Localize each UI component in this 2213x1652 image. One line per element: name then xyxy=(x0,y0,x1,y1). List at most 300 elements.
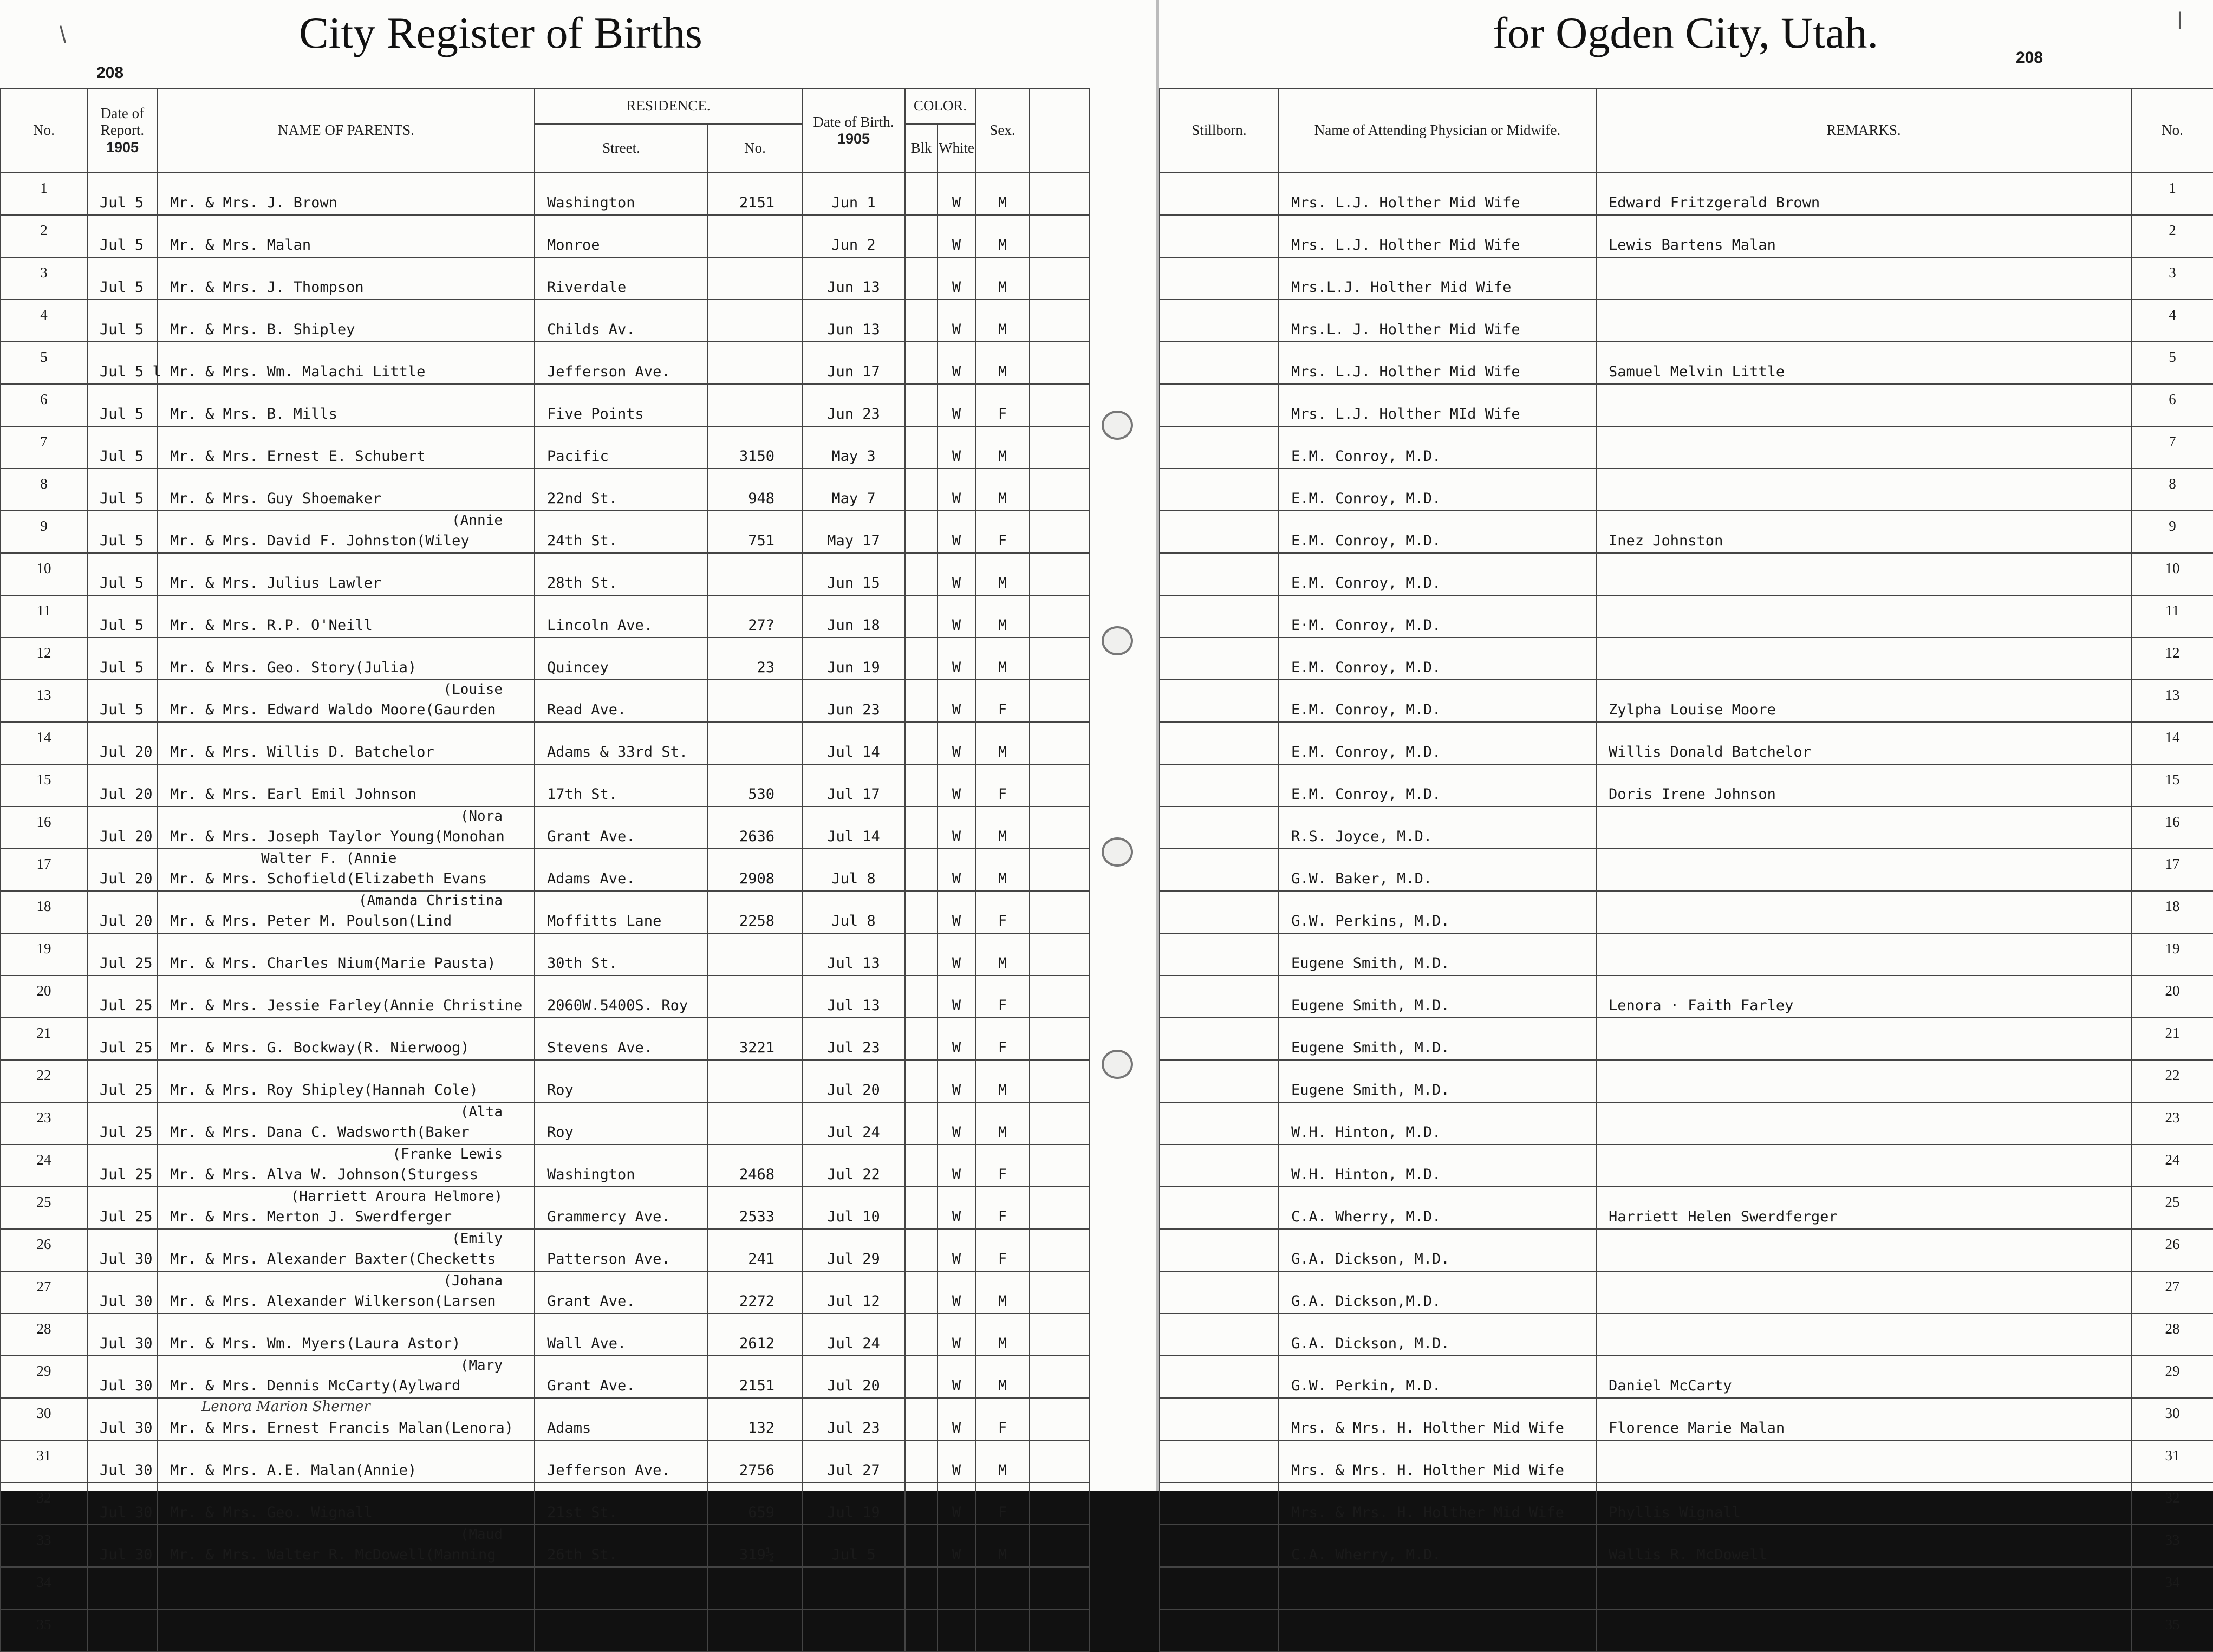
cell-no-text: 21 xyxy=(36,1025,51,1041)
cell-street-text: Read Ave. xyxy=(547,701,627,718)
cell-date-report-text: Jul 20 xyxy=(100,828,153,845)
binder-hole xyxy=(1102,837,1133,867)
table-row xyxy=(1160,426,2213,469)
table-row xyxy=(1,1398,1089,1440)
cell-physician xyxy=(1279,511,1596,553)
cell-date-report-text: Jul 30 xyxy=(100,1335,153,1352)
cell-no-text: 6 xyxy=(2169,391,2176,407)
cell-date-report xyxy=(87,933,158,975)
table-row xyxy=(1160,1102,2213,1144)
cell-no-text: 14 xyxy=(2165,729,2180,745)
cell-street xyxy=(535,638,708,680)
cell-date-birth xyxy=(802,426,905,469)
table-row xyxy=(1,257,1089,300)
cell-date-birth xyxy=(802,384,905,426)
cell-no-text: 9 xyxy=(2169,518,2176,534)
cell-remarks xyxy=(1596,849,2131,891)
table-row xyxy=(1,1229,1089,1271)
cell-street-text: Grant Ave. xyxy=(547,1293,635,1310)
cell-physician xyxy=(1279,1144,1596,1187)
cell-blank xyxy=(1030,933,1089,975)
cell-date-report xyxy=(87,680,158,722)
cell-no xyxy=(2131,1271,2213,1313)
parent-note: (Alta xyxy=(460,1104,503,1120)
cell-physician xyxy=(1279,215,1596,257)
cell-date-birth-text: Jun 19 xyxy=(827,659,880,676)
cell-remarks xyxy=(1596,1356,2131,1398)
cell-stillborn xyxy=(1160,1567,1279,1609)
header-date-birth-year: 1905 xyxy=(837,131,870,147)
cell-sex-text: M xyxy=(998,1293,1007,1310)
cell-sex-text: M xyxy=(998,659,1007,676)
cell-physician xyxy=(1279,1482,1596,1525)
cell-house-no-text: 3221 xyxy=(739,1039,774,1056)
cell-date-report-text: Jul 30 xyxy=(100,1546,153,1563)
cell-date-report xyxy=(87,1440,158,1482)
cell-house-no xyxy=(708,595,802,638)
cell-blank xyxy=(1030,807,1089,849)
cell-no xyxy=(2131,1229,2213,1271)
parent-note: (Nora xyxy=(460,808,503,824)
table-row xyxy=(1,469,1089,511)
table-row xyxy=(1,1356,1089,1398)
cell-white xyxy=(938,891,975,933)
cell-street xyxy=(535,1060,708,1102)
cell-white xyxy=(938,300,975,342)
cell-house-no xyxy=(708,1398,802,1440)
cell-street xyxy=(535,1018,708,1060)
cell-no xyxy=(2131,1609,2213,1651)
table-row xyxy=(1,1525,1089,1567)
cell-house-no xyxy=(708,511,802,553)
cell-blank xyxy=(1030,764,1089,807)
cell-date-birth-text: Jul 13 xyxy=(827,955,880,972)
cell-sex-text: F xyxy=(998,406,1007,422)
cell-stillborn xyxy=(1160,764,1279,807)
table-row xyxy=(1160,680,2213,722)
cell-no-text: 7 xyxy=(2169,433,2176,450)
cell-street-text: Patterson Ave. xyxy=(547,1251,671,1267)
cell-physician xyxy=(1279,807,1596,849)
binder-hole xyxy=(1102,1050,1133,1079)
table-row xyxy=(1160,342,2213,384)
table-row xyxy=(1,638,1089,680)
cell-blank xyxy=(1030,1187,1089,1229)
cell-white xyxy=(938,849,975,891)
cell-parents xyxy=(158,595,535,638)
cell-sex xyxy=(975,1229,1030,1271)
cell-date-report-text: Jul 5 xyxy=(100,406,144,422)
cell-no-text: 16 xyxy=(2165,814,2180,830)
cell-sex-text: M xyxy=(998,1124,1007,1141)
cell-no xyxy=(1,933,87,975)
cell-date-birth xyxy=(802,1102,905,1144)
cell-no xyxy=(1,849,87,891)
cell-date-report xyxy=(87,426,158,469)
cell-no xyxy=(1,1018,87,1060)
table-row xyxy=(1160,1356,2213,1398)
table-row xyxy=(1,1440,1089,1482)
cell-blank xyxy=(1030,553,1089,595)
register-table-left xyxy=(0,88,1090,1652)
cell-remarks xyxy=(1596,933,2131,975)
cell-no-text: 28 xyxy=(2165,1321,2180,1337)
cell-white-text: W xyxy=(952,1504,961,1521)
table-row xyxy=(1160,173,2213,215)
cell-physician-text: E.M. Conroy, M.D. xyxy=(1291,490,1441,507)
cell-no xyxy=(2131,1440,2213,1482)
page-title: for Ogden City, Utah. xyxy=(1493,8,1879,57)
cell-no xyxy=(1,426,87,469)
cell-no xyxy=(2131,1398,2213,1440)
cell-parents xyxy=(158,1018,535,1060)
cell-no-text: 26 xyxy=(36,1236,51,1252)
cell-parents xyxy=(158,722,535,764)
cell-blk xyxy=(905,595,938,638)
cell-white-text: W xyxy=(952,955,961,972)
page-number: 208 xyxy=(96,64,124,82)
cell-no-text: 23 xyxy=(36,1109,51,1126)
cell-sex xyxy=(975,1018,1030,1060)
table-row xyxy=(1,1567,1089,1609)
cell-street xyxy=(535,1144,708,1187)
cell-blank xyxy=(1030,1060,1089,1102)
cell-sex-text: M xyxy=(998,279,1007,296)
cell-no xyxy=(1,638,87,680)
cell-house-no-text: 2151 xyxy=(739,1377,774,1394)
table-row xyxy=(1160,1440,2213,1482)
cell-no xyxy=(2131,173,2213,215)
cell-blk xyxy=(905,891,938,933)
cell-date-birth xyxy=(802,764,905,807)
cell-no xyxy=(2131,722,2213,764)
cell-house-no-text: 132 xyxy=(748,1420,774,1436)
header-residence: RESIDENCE. xyxy=(535,88,802,124)
cell-remarks-text: Samuel Melvin Little xyxy=(1609,363,1785,380)
cell-no-text: 14 xyxy=(36,729,51,745)
cell-blk xyxy=(905,469,938,511)
cell-white xyxy=(938,1144,975,1187)
cell-house-no-text: 659 xyxy=(748,1504,774,1521)
cell-remarks xyxy=(1596,300,2131,342)
cell-no xyxy=(2131,553,2213,595)
cell-physician-text: G.A. Dickson, M.D. xyxy=(1291,1251,1450,1267)
cell-date-report-text: Jul 25 xyxy=(100,955,153,972)
cell-white-text: W xyxy=(952,1462,961,1479)
cell-house-no xyxy=(708,1609,802,1651)
cell-blk xyxy=(905,257,938,300)
binder-hole xyxy=(1102,411,1133,440)
cell-house-no-text: 241 xyxy=(748,1251,774,1267)
cell-white-text: W xyxy=(952,575,961,591)
cell-parents xyxy=(158,1482,535,1525)
cell-stillborn xyxy=(1160,975,1279,1018)
cell-street xyxy=(535,469,708,511)
cell-date-birth-text: Jun 15 xyxy=(827,575,880,591)
cell-sex xyxy=(975,511,1030,553)
cell-sex xyxy=(975,469,1030,511)
cell-no-text: 34 xyxy=(2165,1574,2180,1590)
cell-stillborn xyxy=(1160,1187,1279,1229)
cell-blank xyxy=(1030,342,1089,384)
cell-white xyxy=(938,975,975,1018)
register-body-right xyxy=(1160,173,2213,1651)
cell-remarks xyxy=(1596,764,2131,807)
cell-no-text: 33 xyxy=(36,1532,51,1548)
cell-house-no xyxy=(708,638,802,680)
cell-no xyxy=(2131,595,2213,638)
cell-white xyxy=(938,342,975,384)
cell-date-report-text: Jul 25 xyxy=(100,1208,153,1225)
cell-parents-text: Mr. & Mrs. Ernest E. Schubert xyxy=(170,448,426,465)
cell-blk xyxy=(905,1313,938,1356)
cell-parents xyxy=(158,1229,535,1271)
cell-white xyxy=(938,1398,975,1440)
cell-date-birth xyxy=(802,1356,905,1398)
cell-white-text: W xyxy=(952,237,961,253)
cell-physician xyxy=(1279,1271,1596,1313)
cell-date-birth-text: Jul 8 xyxy=(831,870,876,887)
cell-street-text: 30th St. xyxy=(547,955,618,972)
cell-house-no xyxy=(708,891,802,933)
cell-no xyxy=(2131,764,2213,807)
cell-white-text: W xyxy=(952,532,961,549)
cell-remarks xyxy=(1596,722,2131,764)
cell-parents-text: Mr. & Mrs. Edward Waldo Moore(Gaurden xyxy=(170,701,496,718)
cell-no-text: 29 xyxy=(36,1363,51,1379)
cell-house-no xyxy=(708,1356,802,1398)
cell-date-birth-text: Jun 23 xyxy=(827,701,880,718)
parent-note: Walter F. (Annie xyxy=(261,850,397,867)
table-row xyxy=(1160,638,2213,680)
cell-street-text: 28th St. xyxy=(547,575,618,591)
cell-blk xyxy=(905,1187,938,1229)
cell-parents-text: Mr. & Mrs. Joseph Taylor Young(Monohan xyxy=(170,828,505,845)
cell-no-text: 16 xyxy=(36,814,51,830)
cell-white-text: W xyxy=(952,1039,961,1056)
cell-physician-text: G.W. Perkins, M.D. xyxy=(1291,913,1450,929)
cell-sex-text: F xyxy=(998,1208,1007,1225)
cell-sex xyxy=(975,595,1030,638)
cell-stillborn xyxy=(1160,426,1279,469)
cell-no-text: 32 xyxy=(2165,1490,2180,1506)
cell-blk xyxy=(905,933,938,975)
cell-house-no xyxy=(708,1102,802,1144)
cell-no xyxy=(2131,215,2213,257)
cell-no xyxy=(1,511,87,553)
page-title: City Register of Births xyxy=(299,8,702,57)
register-body-left xyxy=(1,173,1089,1651)
cell-date-report-text: Jul 30 xyxy=(100,1420,153,1436)
cell-physician xyxy=(1279,1398,1596,1440)
cell-street xyxy=(535,1187,708,1229)
table-row xyxy=(1,1609,1089,1651)
cell-street xyxy=(535,1609,708,1651)
cell-date-report-text: Jul 5 xyxy=(100,237,144,253)
cell-sex-text: F xyxy=(998,1166,1007,1183)
cell-date-report-text: Jul 5 xyxy=(100,575,144,591)
cell-house-no xyxy=(708,1018,802,1060)
cell-date-report xyxy=(87,257,158,300)
cell-physician xyxy=(1279,1525,1596,1567)
cell-physician-text: E·M. Conroy, M.D. xyxy=(1291,617,1441,634)
table-row xyxy=(1,764,1089,807)
cell-no-text: 22 xyxy=(2165,1067,2180,1083)
parent-note: (Annie xyxy=(452,512,503,529)
cell-parents xyxy=(158,1102,535,1144)
cell-parents-text: Mr. & Mrs. G. Bockway(R. Nierwoog) xyxy=(170,1039,470,1056)
cell-sex-text: M xyxy=(998,194,1007,211)
cell-blank xyxy=(1030,1313,1089,1356)
cell-blank xyxy=(1030,426,1089,469)
cell-date-birth xyxy=(802,511,905,553)
cell-house-no-text: 319½ xyxy=(739,1546,774,1563)
cell-no-text: 32 xyxy=(36,1490,51,1506)
cell-blk xyxy=(905,1229,938,1271)
cell-parents-text: Mr. & Mrs. Willis D. Batchelor xyxy=(170,744,434,760)
cell-date-report-text: Jul 5 xyxy=(100,532,144,549)
cell-parents xyxy=(158,553,535,595)
cell-date-birth-text: Jul 24 xyxy=(827,1335,880,1352)
table-row xyxy=(1160,1609,2213,1651)
table-row xyxy=(1160,891,2213,933)
cell-physician-text: Mrs. L.J. Holther Mid Wife xyxy=(1291,237,1520,253)
cell-sex xyxy=(975,426,1030,469)
cell-house-no xyxy=(708,553,802,595)
table-row xyxy=(1,384,1089,426)
cell-sex xyxy=(975,1060,1030,1102)
cell-date-birth xyxy=(802,1567,905,1609)
cell-house-no xyxy=(708,173,802,215)
cell-parents xyxy=(158,764,535,807)
cell-parents xyxy=(158,680,535,722)
cell-no-text: 24 xyxy=(36,1152,51,1168)
cell-remarks xyxy=(1596,1187,2131,1229)
cell-physician-text: Eugene Smith, M.D. xyxy=(1291,955,1450,972)
cell-white-text: W xyxy=(952,406,961,422)
cell-parents-text: Mr. & Mrs. Peter M. Poulson(Lind xyxy=(170,913,452,929)
cell-no xyxy=(1,553,87,595)
cell-remarks-text: Wallis R. McDowell xyxy=(1609,1546,1767,1563)
cell-date-report xyxy=(87,384,158,426)
cell-date-birth xyxy=(802,1229,905,1271)
table-row xyxy=(1160,215,2213,257)
cell-no-text: 26 xyxy=(2165,1236,2180,1252)
cell-street-text: Washington xyxy=(547,194,635,211)
cell-no xyxy=(1,1525,87,1567)
cell-stillborn xyxy=(1160,891,1279,933)
cell-blk xyxy=(905,1144,938,1187)
cell-physician-text: C.A. Wherry, M.D. xyxy=(1291,1208,1441,1225)
cell-date-report-text: Jul 20 xyxy=(100,786,153,803)
cell-remarks xyxy=(1596,1482,2131,1525)
header-remarks: REMARKS. xyxy=(1596,88,2131,173)
cell-no xyxy=(2131,807,2213,849)
header-physician: Name of Attending Physician or Midwife. xyxy=(1279,88,1596,173)
cell-remarks xyxy=(1596,975,2131,1018)
cell-blank xyxy=(1030,1482,1089,1525)
cell-house-no xyxy=(708,1229,802,1271)
cell-white-text: W xyxy=(952,1293,961,1310)
cell-date-birth-text: Jul 20 xyxy=(827,1082,880,1098)
cell-no-text: 24 xyxy=(2165,1152,2180,1168)
table-row xyxy=(1,1187,1089,1229)
cell-date-birth xyxy=(802,595,905,638)
cell-date-birth xyxy=(802,975,905,1018)
cell-sex-text: F xyxy=(998,1420,1007,1436)
cell-white xyxy=(938,1313,975,1356)
cell-parents xyxy=(158,384,535,426)
cell-sex-text: M xyxy=(998,870,1007,887)
parent-note: (Emily xyxy=(452,1231,503,1247)
cell-date-report-text: Jul 20 xyxy=(100,913,153,929)
cell-house-no xyxy=(708,426,802,469)
cell-date-report xyxy=(87,764,158,807)
table-row xyxy=(1160,1313,2213,1356)
cell-no xyxy=(2131,426,2213,469)
cell-stillborn xyxy=(1160,1482,1279,1525)
cell-date-birth-text: Jul 24 xyxy=(827,1124,880,1141)
cell-house-no xyxy=(708,1525,802,1567)
cell-date-report-text: Jul 30 xyxy=(100,1293,153,1310)
cell-parents xyxy=(158,1271,535,1313)
header-white: White xyxy=(938,124,975,173)
cell-street xyxy=(535,215,708,257)
cell-stillborn xyxy=(1160,1271,1279,1313)
cell-parents xyxy=(158,1609,535,1651)
cell-no-text: 12 xyxy=(36,645,51,661)
cell-physician xyxy=(1279,595,1596,638)
cell-blank xyxy=(1030,215,1089,257)
cell-parents xyxy=(158,257,535,300)
cell-date-birth xyxy=(802,553,905,595)
cell-no-text: 20 xyxy=(36,983,51,999)
cell-white xyxy=(938,553,975,595)
cell-date-birth xyxy=(802,722,905,764)
cell-blank xyxy=(1030,469,1089,511)
cell-date-birth-text: Jul 23 xyxy=(827,1420,880,1436)
cell-remarks xyxy=(1596,469,2131,511)
table-row xyxy=(1160,595,2213,638)
cell-blk xyxy=(905,511,938,553)
cell-no xyxy=(1,1271,87,1313)
cell-remarks xyxy=(1596,342,2131,384)
cell-street-text: Quincey xyxy=(547,659,609,676)
cell-parents xyxy=(158,215,535,257)
cell-date-birth-text: May 7 xyxy=(831,490,876,507)
table-row xyxy=(1160,1144,2213,1187)
cell-remarks-text: Willis Donald Batchelor xyxy=(1609,744,1811,760)
cell-date-birth xyxy=(802,1609,905,1651)
cell-parents xyxy=(158,1060,535,1102)
cell-blk xyxy=(905,384,938,426)
cell-sex xyxy=(975,1356,1030,1398)
cell-blank xyxy=(1030,384,1089,426)
cell-date-report xyxy=(87,1356,158,1398)
cell-no-text: 8 xyxy=(40,476,48,492)
cell-white xyxy=(938,426,975,469)
cell-street xyxy=(535,384,708,426)
cell-no xyxy=(1,173,87,215)
cell-no-text: 18 xyxy=(36,898,51,914)
cell-sex-text: F xyxy=(998,701,1007,718)
cell-remarks-text: Florence Marie Malan xyxy=(1609,1420,1785,1436)
cell-house-no-text: 3150 xyxy=(739,448,774,465)
cell-house-no-text: 530 xyxy=(748,786,774,803)
cell-date-birth xyxy=(802,1440,905,1482)
cell-white xyxy=(938,1271,975,1313)
cell-parents-text: Mr. & Mrs. Alexander Baxter(Checketts xyxy=(170,1251,496,1267)
